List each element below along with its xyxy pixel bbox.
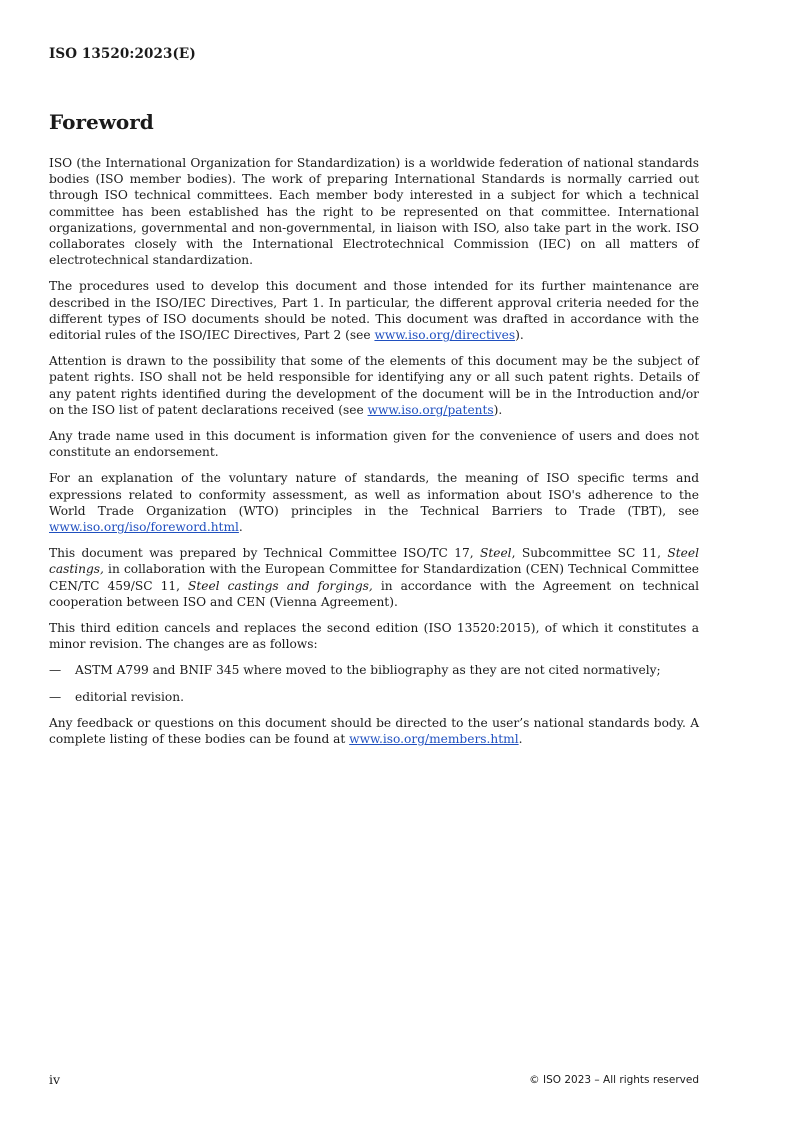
directives-link[interactable]: www.iso.org/directives [374,328,516,343]
paragraph-voluntary-end: . [238,520,243,535]
paragraph-feedback [49,715,699,747]
prepared-by-text-3: in collaboration with the European Committee for Standardization (CEN) Technical Committee CEN/TC 459/SC 11, [49,562,699,593]
paragraph-patents [49,353,699,418]
list-item-text: editorial revision. [75,689,184,704]
prepared-by-text-1: This document was prepared by Technical Committee ISO/TC 17, [49,546,481,561]
prepared-by-text-4: in accordance with the Agreement on technical cooperation between ISO and CEN (Vienna Agreement). [49,578,699,609]
paragraph-trade-name: Any trade name used in this document is information given for the convenience of users and does not constitute an endorsement. [49,429,699,460]
list-dash: — [49,689,62,704]
prepared-by-text-2: , Subcommittee SC 11, [511,546,668,561]
paragraph-patents-end: ). [493,402,503,417]
copyright-notice: © ISO 2023 – All rights reserved [529,1074,699,1086]
paragraph-iso-intro: ISO (the International Organization for Standardization) is a worldwide federation of national standards bodies (ISO member bodies). The work of preparing International Standards is normally carried out through ISO technical committees. Each member body interested in a subject for which a technical committee has been established has the right to be represented on that committee. International organizations, governmental and non-governmental, in liaison with ISO, also take part in the work. ISO collaborates closely with the International Electrotechnical Commission (IEC) on all matters of electrotechnical standardization. [49,156,699,268]
patents-link[interactable]: www.iso.org/patents [367,402,494,417]
paragraph-voluntary-text: For an explanation of the voluntary nature of standards, the meaning of ISO specific terms and expressions related to conformity assessment, as well as information about ISO's adherence to the World Trade Organization (WTO) principles in the Technical Barriers to Trade (TBT), see [49,471,699,518]
page-title: Foreword [49,110,154,134]
foreword-link[interactable]: www.iso.org/iso/foreword.html [49,520,239,535]
paragraph-feedback-text: Any feedback or questions on this document should be directed to the user’s national standards body. A complete listing of these bodies can be found at [49,715,699,747]
list-item [49,662,699,678]
document-id-header: ISO 13520:2023(E) [49,46,196,62]
paragraph-procedures-end: ). [515,328,524,343]
committee-name-steel: Steel [480,546,512,561]
list-item [49,689,699,705]
paragraph-edition: This third edition cancels and replaces the second edition (ISO 13520:2015), of which it constitutes a minor revision. The changes are as follows: [49,621,699,652]
cen-subcommittee-name: Steel castings and forgings, [188,578,373,593]
list-item-text: ASTM A799 and BNIF 345 where moved to the bibliography as they are not cited normatively; [75,663,661,678]
paragraph-feedback-end: . [518,732,523,747]
paragraph-voluntary [49,470,699,535]
paragraph-procedures [49,278,699,343]
paragraph-prepared-by [49,545,699,610]
paragraph-procedures-text: The procedures used to develop this document and those intended for its further maintenance are described in the ISO/IEC Directives, Part 1. In particular, the different approval criteria needed for the different types of ISO documents should be noted. This document was drafted in accordance with the editorial rules of the ISO/IEC Directives, Part 2 (see [49,279,699,343]
page-number: iv [49,1072,61,1087]
members-link[interactable]: www.iso.org/members.html [349,732,519,747]
list-dash: — [49,663,62,678]
foreword-body [49,155,699,757]
subcommittee-name: Steel castings, [49,546,699,577]
paragraph-patents-text: Attention is drawn to the possibility that some of the elements of this document may be the subject of patent rights. ISO shall not be held responsible for identifying any or all such patent rights. Details of any patent rights identified during the development of the document will be in the Introduction and/or on the ISO list of patent declarations received (see [49,354,699,417]
